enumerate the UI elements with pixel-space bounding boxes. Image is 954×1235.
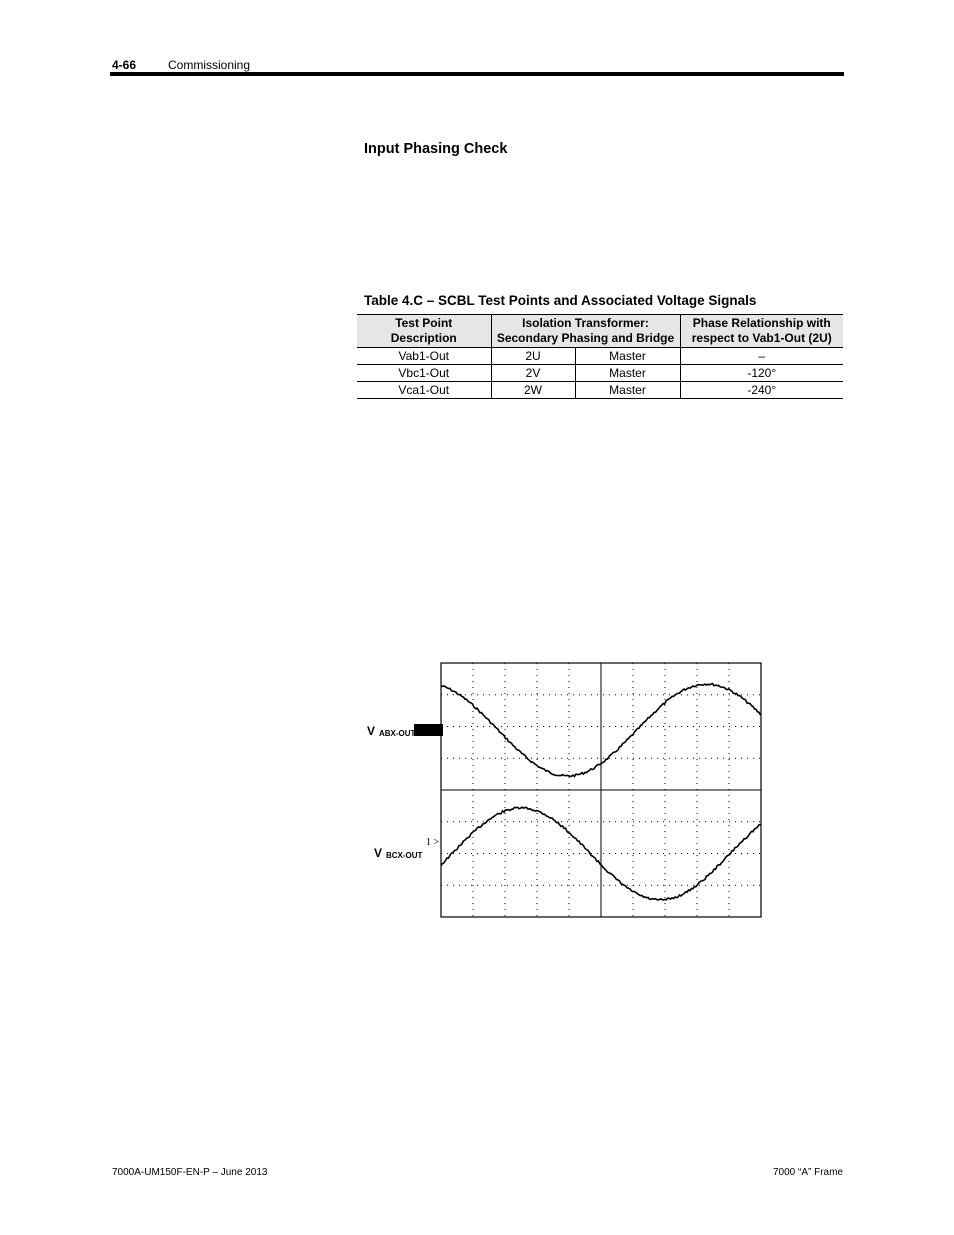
- channel-marker-1: [414, 724, 443, 736]
- section-name: Commissioning: [168, 58, 251, 72]
- cell-test-point: Vca1-Out: [357, 382, 491, 399]
- header-isolation-transformer: Isolation Transformer: Secondary Phasing and Bridge: [491, 315, 680, 348]
- cell-test-point: Vbc1-Out: [357, 365, 491, 382]
- table-caption: Table 4.C – SCBL Test Points and Associated Voltage Signals: [364, 293, 757, 308]
- cell-phase: -240°: [680, 382, 843, 399]
- table-row: [357, 348, 843, 365]
- cell-bridge: Master: [575, 382, 680, 399]
- header-test-point: Test Point Description: [357, 315, 491, 348]
- footer-publication: 7000A-UM150F-EN-P – June 2013: [112, 1167, 268, 1178]
- oscilloscope-figure: [360, 660, 770, 925]
- section-title: Input Phasing Check: [364, 141, 508, 157]
- label-vabx-sub: ABX-OUT: [379, 729, 416, 738]
- page-number: 4-66: [112, 58, 137, 72]
- test-points-table: [357, 314, 843, 399]
- header-rule: [110, 72, 844, 76]
- cell-phasing: 2U: [491, 348, 575, 365]
- cell-test-point: Vab1-Out: [357, 348, 491, 365]
- cell-phasing: 2V: [491, 365, 575, 382]
- cell-phasing: 2W: [491, 382, 575, 399]
- cell-bridge: Master: [575, 348, 680, 365]
- table-header-row: [357, 315, 843, 348]
- header-phase-relationship: Phase Relationship with respect to Vab1-Out (2U): [680, 315, 843, 348]
- cell-phase: -120°: [680, 365, 843, 382]
- table-row: [357, 382, 843, 399]
- table-row: [357, 365, 843, 382]
- scope-grid: [441, 663, 761, 917]
- label-vbcx-sub: BCX-OUT: [386, 851, 423, 860]
- cell-bridge: Master: [575, 365, 680, 382]
- footer-product: 7000 “A” Frame: [772, 1167, 843, 1178]
- cell-phase: –: [680, 348, 843, 365]
- label-vbcx-main: V: [374, 846, 383, 860]
- label-vabx-main: V: [367, 724, 376, 738]
- channel-marker-2: 1 >: [426, 837, 440, 848]
